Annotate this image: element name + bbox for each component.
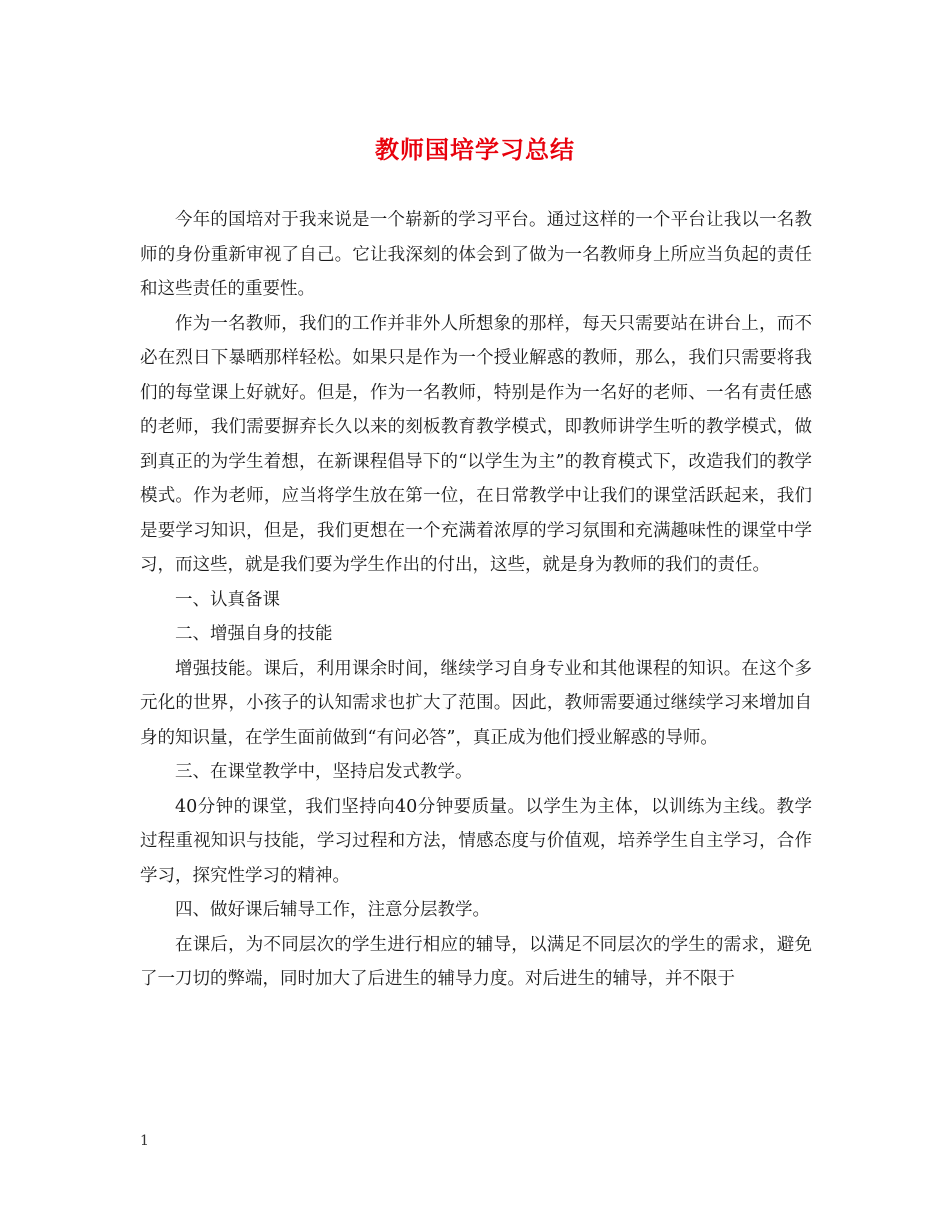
document-title: 教师国培学习总结: [375, 136, 575, 164]
paragraph-intro: 今年的国培对于我来说是一个崭新的学习平台。通过这样的一个平台让我以一名教师的身份重新审视了自己。它让我深刻的体会到了做为一名教师身上所应当负起的责任和这些责任的重要性。: [140, 210, 812, 299]
document-body: [140, 203, 812, 997]
section-heading-3: 三、在课堂教学中，坚持启发式教学。: [175, 762, 473, 782]
paragraph-responsibility: 作为一名教师，我们的工作并非外人所想象的那样，每天只需要站在讲台上，而不必在烈日下暴晒那样轻松。如果只是作为一个授业解惑的教师，那么，我们只需要将我们的每堂课上好就好。但是，作为一名教师，特别是作为一名好的老师、一名有责任感的老师，我们需要摒弃长久以来的刻板教育教学模式，即教师讲学生听的教学模式，做到真正的为学生着想，在新课程倡导下的“以学生为主”的教育模式下，改造我们的教学模式。作为老师，应当将学生放在第一位，在日常教学中让我们的课堂活跃起来，我们是要学习知识，但是，我们更想在一个充满着浓厚的学习氛围和充满趣味性的课堂中学习，而这些，就是我们要为学生作出的付出，这些，就是身为教师的我们的责任。: [140, 313, 812, 575]
page-number: 1: [140, 1133, 149, 1149]
section-heading-4: 四、做好课后辅导工作，注意分层教学。: [175, 900, 490, 920]
section-heading-2: 二、增强自身的技能: [175, 624, 333, 644]
paragraph-tutoring: 在课后，为不同层次的学生进行相应的辅导，以满足不同层次的学生的需求，避免了一刀切的弊端，同时加大了后进生的辅导力度。对后进生的辅导，并不限于: [140, 934, 812, 989]
paragraph-classroom: 40分钟的课堂，我们坚持向40分钟要质量。以学生为主体，以训练为主线。教学过程重视知识与技能，学习过程和方法，情感态度与价值观，培养学生自主学习，合作学习，探究性学习的精神。: [140, 796, 812, 886]
paragraph-skills: 增强技能。课后，利用课余时间，继续学习自身专业和其他课程的知识。在这个多元化的世界，小孩子的认知需求也扩大了范围。因此，教师需要通过继续学习来增加自身的知识量，在学生面前做到“有问必答”，真正成为他们授业解惑的导师。: [140, 658, 812, 748]
section-heading-1: 一、认真备课: [175, 589, 280, 610]
